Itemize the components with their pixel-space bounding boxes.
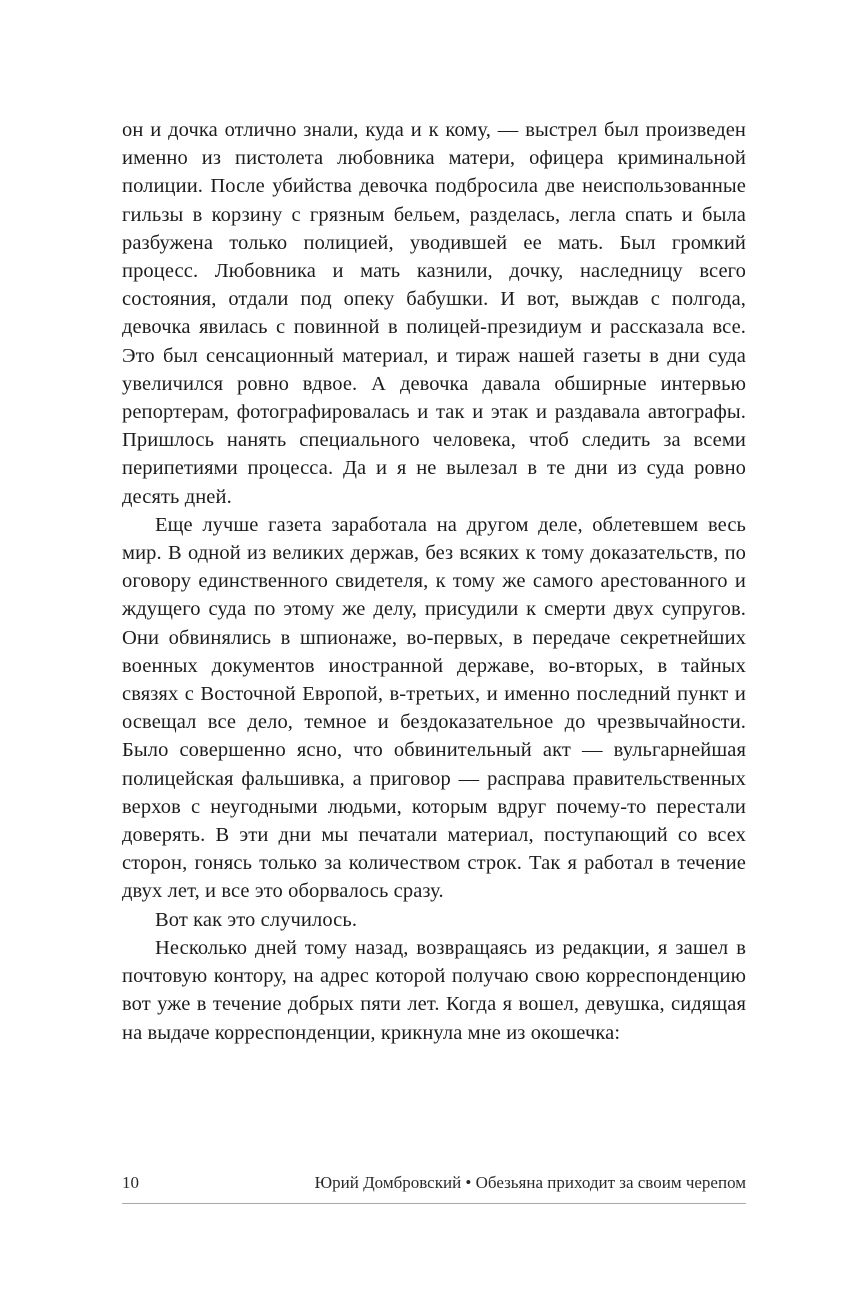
paragraph: Еще лучше газета заработала на другом деле, облетевшем весь мир. В одной из великих держав, без всяких к тому доказательств, по оговору единственного свидетеля, к тому же самого арестованного и ждущего суда по этому же делу, присудили к смерти двух супругов. Они обвинялись в шпионаже, во-первых, в передаче секретнейших военных документов иностранной державе, во-вторых, в тайных связях с Восточной Европой, в-третьих, и именно последний пункт и освещал все дело, темное и бездоказательное до чрезвычайности. Было совершенно ясно, что обвинительный акт — вульгарнейшая полицейская фальшивка, а приговор — расправа правительственных верхов с неугодными людьми, которым вдруг почему-то перестали доверять. В эти дни мы печатали материал, поступающий со всех сторон, гонясь только за количеством строк. Так я работал в течение двух лет, и все это оборвалось сразу. xyxy=(122,513,746,903)
page-number: 10 xyxy=(122,1173,139,1192)
running-title: Юрий Домбровский • Обезьяна приходит за своим черепом xyxy=(314,1173,746,1192)
footer-divider xyxy=(122,1203,746,1204)
page-text xyxy=(122,116,746,1047)
paragraph: он и дочка отлично знали, куда и к кому, — выстрел был произведен именно из пистолета любовника матери, офицера криминальной полиции. После убийства девочка подбросила две неиспользованные гильзы в корзину с грязным бельем, разделась, легла спать и была разбужена только полицией, уводившей ее мать. Был громкий процесс. Любовника и мать казнили, дочку, наследницу всего состояния, отдали под опеку бабушки. И вот, выждав с полгода, девочка явилась с повинной в полицей-президиум и рассказала все. Это был сенсационный материал, и тираж нашей газеты в дни суда увеличился ровно вдвое. А девочка давала обширные интервью репортерам, фотографировалась и так и этак и раздавала автографы. Пришлось нанять специального человека, чтоб следить за всеми перипетиями процесса. Да и я не вылезал в те дни из суда ровно десять дней. xyxy=(122,119,746,508)
footer-row xyxy=(122,1172,746,1194)
paragraph: Несколько дней тому назад, возвращаясь из редакции, я зашел в почтовую контору, на адрес которой получаю свою корреспонденцию вот уже в течение добрых пяти лет. Когда я вошел, девушка, сидящая на выдаче корреспонденции, крикнула мне из окошечка: xyxy=(122,936,746,1044)
paragraph: Вот как это случилось. xyxy=(155,908,358,931)
page-footer xyxy=(122,1172,746,1204)
